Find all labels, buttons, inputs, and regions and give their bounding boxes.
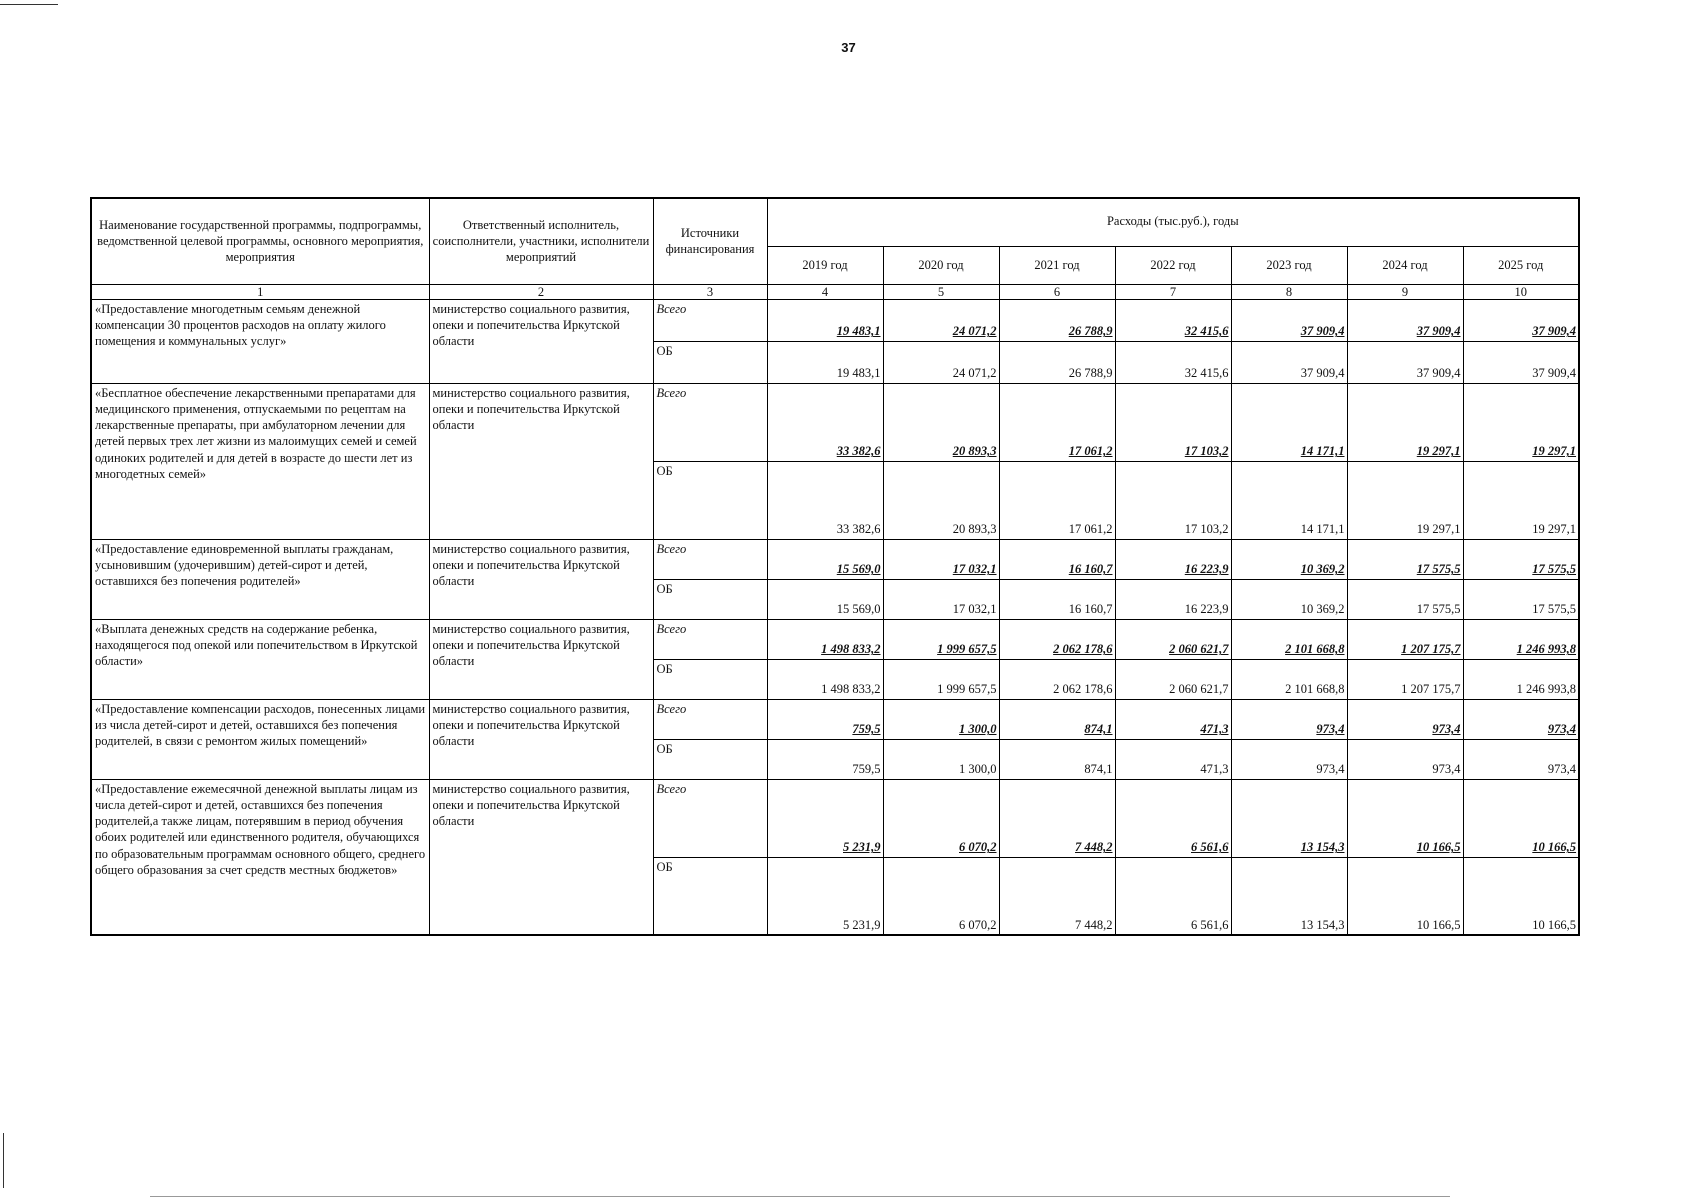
header-year: 2022 год [1115, 246, 1231, 284]
source-total-label: Всего [653, 699, 767, 739]
table-row [91, 299, 1579, 341]
ob-value: 1 246 993,8 [1463, 659, 1579, 699]
responsible-executor: министерство социального развития, опеки и попечительства Иркутской области [429, 619, 653, 699]
column-number: 9 [1347, 284, 1463, 299]
ob-value: 19 297,1 [1463, 461, 1579, 539]
total-value: 19 297,1 [1463, 383, 1579, 461]
ob-value: 16 160,7 [999, 579, 1115, 619]
total-value: 10 166,5 [1463, 779, 1579, 857]
total-value: 2 060 621,7 [1115, 619, 1231, 659]
total-value: 973,4 [1231, 699, 1347, 739]
scan-mark-top-left [0, 4, 58, 5]
column-number: 7 [1115, 284, 1231, 299]
total-value: 1 498 833,2 [767, 619, 883, 659]
ob-value: 973,4 [1231, 739, 1347, 779]
ob-value: 10 166,5 [1347, 857, 1463, 935]
ob-value: 17 575,5 [1347, 579, 1463, 619]
source-ob-label: ОБ [653, 739, 767, 779]
source-total-label: Всего [653, 539, 767, 579]
total-value: 1 207 175,7 [1347, 619, 1463, 659]
measure-name: «Бесплатное обеспечение лекарственными препаратами для медицинского применения, отпускаемыми по рецептам на лекарственные препараты, при амбулаторном лечении для детей первых трех лет жизни из малоимущих семей и семей одиноких родителей и для детей в возрасте до шести лет из многодетных семей» [91, 383, 429, 539]
ob-value: 37 909,4 [1463, 341, 1579, 383]
source-ob-label: ОБ [653, 341, 767, 383]
total-value: 6 070,2 [883, 779, 999, 857]
column-number: 6 [999, 284, 1115, 299]
ob-value: 17 575,5 [1463, 579, 1579, 619]
ob-value: 1 300,0 [883, 739, 999, 779]
total-value: 7 448,2 [999, 779, 1115, 857]
measure-name: «Предоставление компенсации расходов, понесенных лицами из числа детей-сирот и детей, оставшихся без попечения родителей, в связи с ремонтом жилых помещений» [91, 699, 429, 779]
ob-value: 2 060 621,7 [1115, 659, 1231, 699]
ob-value: 17 061,2 [999, 461, 1115, 539]
total-value: 16 223,9 [1115, 539, 1231, 579]
measure-name: «Предоставление многодетным семьям денежной компенсации 30 процентов расходов на оплату жилого помещения и коммунальных услуг» [91, 299, 429, 383]
table-row [91, 619, 1579, 659]
table-row [91, 779, 1579, 857]
total-value: 14 171,1 [1231, 383, 1347, 461]
expenses-table [90, 197, 1580, 936]
measure-name: «Предоставление единовременной выплаты гражданам, усыновившим (удочерившим) детей-сирот и детей, оставшихся без попечения родителей» [91, 539, 429, 619]
ob-value: 17 103,2 [1115, 461, 1231, 539]
ob-value: 5 231,9 [767, 857, 883, 935]
ob-value: 17 032,1 [883, 579, 999, 619]
ob-value: 2 101 668,8 [1231, 659, 1347, 699]
total-value: 973,4 [1463, 699, 1579, 739]
page-number: 37 [841, 40, 856, 55]
table-row [91, 383, 1579, 461]
ob-value: 19 483,1 [767, 341, 883, 383]
total-value: 19 483,1 [767, 299, 883, 341]
column-number: 8 [1231, 284, 1347, 299]
ob-value: 15 569,0 [767, 579, 883, 619]
header-year: 2021 год [999, 246, 1115, 284]
total-value: 20 893,3 [883, 383, 999, 461]
ob-value: 14 171,1 [1231, 461, 1347, 539]
column-number: 2 [429, 284, 653, 299]
total-value: 32 415,6 [1115, 299, 1231, 341]
ob-value: 7 448,2 [999, 857, 1115, 935]
responsible-executor: министерство социального развития, опеки и попечительства Иркутской области [429, 299, 653, 383]
ob-value: 10 166,5 [1463, 857, 1579, 935]
ob-value: 37 909,4 [1231, 341, 1347, 383]
ob-value: 2 062 178,6 [999, 659, 1115, 699]
responsible-executor: министерство социального развития, опеки и попечительства Иркутской области [429, 699, 653, 779]
ob-value: 973,4 [1347, 739, 1463, 779]
column-number: 5 [883, 284, 999, 299]
total-value: 973,4 [1347, 699, 1463, 739]
total-value: 19 297,1 [1347, 383, 1463, 461]
ob-value: 33 382,6 [767, 461, 883, 539]
ob-value: 26 788,9 [999, 341, 1115, 383]
source-ob-label: ОБ [653, 659, 767, 699]
ob-value: 759,5 [767, 739, 883, 779]
total-value: 37 909,4 [1347, 299, 1463, 341]
header-year: 2024 год [1347, 246, 1463, 284]
table-body [91, 299, 1579, 935]
total-value: 10 166,5 [1347, 779, 1463, 857]
ob-value: 37 909,4 [1347, 341, 1463, 383]
ob-value: 1 999 657,5 [883, 659, 999, 699]
ob-value: 16 223,9 [1115, 579, 1231, 619]
ob-value: 32 415,6 [1115, 341, 1231, 383]
ob-value: 973,4 [1463, 739, 1579, 779]
header-year: 2019 год [767, 246, 883, 284]
header-year: 2020 год [883, 246, 999, 284]
ob-value: 6 561,6 [1115, 857, 1231, 935]
total-value: 2 062 178,6 [999, 619, 1115, 659]
source-total-label: Всего [653, 779, 767, 857]
table-row [91, 539, 1579, 579]
header-name: Наименование государственной программы, подпрограммы, ведомственной целевой программы, основного мероприятия, мероприятия [91, 198, 429, 284]
source-total-label: Всего [653, 383, 767, 461]
ob-value: 1 207 175,7 [1347, 659, 1463, 699]
ob-value: 10 369,2 [1231, 579, 1347, 619]
total-value: 37 909,4 [1463, 299, 1579, 341]
total-value: 6 561,6 [1115, 779, 1231, 857]
total-value: 17 032,1 [883, 539, 999, 579]
source-ob-label: ОБ [653, 857, 767, 935]
total-value: 5 231,9 [767, 779, 883, 857]
total-value: 37 909,4 [1231, 299, 1347, 341]
total-value: 874,1 [999, 699, 1115, 739]
ob-value: 24 071,2 [883, 341, 999, 383]
total-value: 10 369,2 [1231, 539, 1347, 579]
responsible-executor: министерство социального развития, опеки и попечительства Иркутской области [429, 383, 653, 539]
total-value: 1 999 657,5 [883, 619, 999, 659]
ob-value: 6 070,2 [883, 857, 999, 935]
header-year: 2023 год [1231, 246, 1347, 284]
ob-value: 19 297,1 [1347, 461, 1463, 539]
table-row [91, 699, 1579, 739]
scan-mark-left-bottom [3, 1133, 4, 1188]
column-number: 10 [1463, 284, 1579, 299]
total-value: 17 575,5 [1347, 539, 1463, 579]
total-value: 24 071,2 [883, 299, 999, 341]
responsible-executor: министерство социального развития, опеки и попечительства Иркутской области [429, 779, 653, 935]
total-value: 759,5 [767, 699, 883, 739]
ob-value: 13 154,3 [1231, 857, 1347, 935]
column-number: 1 [91, 284, 429, 299]
ob-value: 471,3 [1115, 739, 1231, 779]
total-value: 13 154,3 [1231, 779, 1347, 857]
total-value: 16 160,7 [999, 539, 1115, 579]
total-value: 471,3 [1115, 699, 1231, 739]
column-number: 3 [653, 284, 767, 299]
header-year: 2025 год [1463, 246, 1579, 284]
source-total-label: Всего [653, 619, 767, 659]
header-expenses: Расходы (тыс.руб.), годы [767, 198, 1579, 246]
ob-value: 874,1 [999, 739, 1115, 779]
total-value: 15 569,0 [767, 539, 883, 579]
total-value: 17 061,2 [999, 383, 1115, 461]
total-value: 33 382,6 [767, 383, 883, 461]
total-value: 1 246 993,8 [1463, 619, 1579, 659]
source-ob-label: ОБ [653, 579, 767, 619]
column-number: 4 [767, 284, 883, 299]
responsible-executor: министерство социального развития, опеки и попечительства Иркутской области [429, 539, 653, 619]
ob-value: 1 498 833,2 [767, 659, 883, 699]
measure-name: «Предоставление ежемесячной денежной выплаты лицам из числа детей-сирот и детей, оставшихся без попечения родителей,а также лицам, потерявшим в период обучения обоих родителей или единственного родителя, обучающихся по образовательным программам основного общего, среднего общего образования за счет средств местных бюджетов» [91, 779, 429, 935]
source-total-label: Всего [653, 299, 767, 341]
total-value: 26 788,9 [999, 299, 1115, 341]
scan-mark-bottom [150, 1196, 1450, 1197]
total-value: 2 101 668,8 [1231, 619, 1347, 659]
source-ob-label: ОБ [653, 461, 767, 539]
total-value: 1 300,0 [883, 699, 999, 739]
ob-value: 20 893,3 [883, 461, 999, 539]
header-sources: Источники финансирования [653, 198, 767, 284]
measure-name: «Выплата денежных средств на содержание ребенка, находящегося под опекой или попечительством в Иркутской области» [91, 619, 429, 699]
header-responsible: Ответственный исполнитель, соисполнители, участники, исполнители мероприятий [429, 198, 653, 284]
total-value: 17 103,2 [1115, 383, 1231, 461]
total-value: 17 575,5 [1463, 539, 1579, 579]
